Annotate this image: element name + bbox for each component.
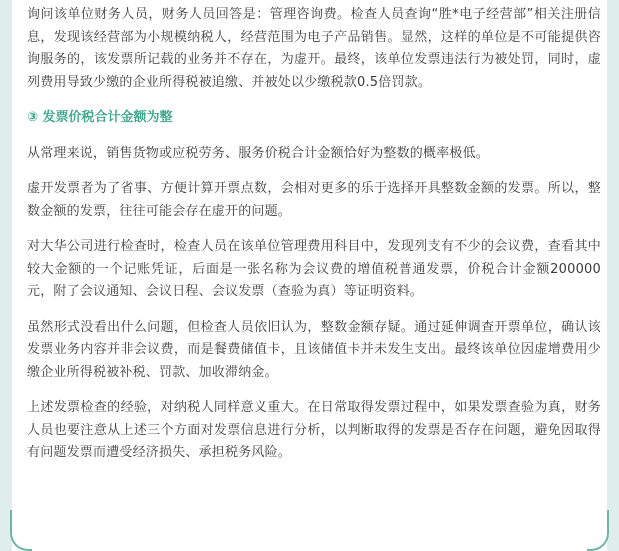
right-decorative-bar xyxy=(607,0,619,551)
left-decorative-bar xyxy=(0,0,12,551)
left-border-curl xyxy=(10,510,32,551)
paragraph-dahua-case: 对大华公司进行检查时，检查人员在该单位管理费用科目中，发现列支有不少的会议费，查看其中较大金额的一个记账凭证，后面是一张名称为会议费的增值税普通发票，价税合计金额200000元，附了会议通知、会议日程、会议发票（查验为真）等证明资料。 xyxy=(27,239,601,299)
paragraph-consulting-fee-case: 询问该单位财务人员，财务人员回答是：管理咨询费。检查人员查询“胜*电子经营部”相关注册信息，发现该经营部为小规模纳税人，经营范围为电子产品销售。显然，这样的单位是不可能提供咨询服务的，该发票所记载的业务并不存在，为虚开。最终，该单位发票违法行为被处罚，同时，虚列费用导致少缴的企业所得税被追缴、并被处以少缴税款0.5倍罚款。 xyxy=(27,7,601,90)
right-border-curl xyxy=(587,510,609,551)
paragraph-investigation-result: 虽然形式没看出什么问题，但检查人员依旧认为，整数金额存疑。通过延伸调查开票单位，确认该发票业务内容并非会议费，而是餐费储值卡，且该储值卡并未发生支出。最终该单位因虚增费用少缴企业所得税被补税、罚款、加收滞纳金。 xyxy=(27,319,601,380)
article-body xyxy=(27,4,601,478)
paragraph-round-amount-reason: 虚开发票者为了省事、方便计算开票点数，会相对更多的乐于选择开具整数金额的发票。所以，整数金额的发票，往往可能会存在虚开的问题。 xyxy=(27,181,601,219)
section-heading-round-amount: ③ 发票价税合计金额为整 xyxy=(27,110,173,125)
paragraph-probability: 从常理来说，销售货物或应税劳务、服务价税合计金额恰好为整数的概率极低。 xyxy=(27,145,490,161)
paragraph-taxpayer-advice: 上述发票检查的经验，对纳税人同样意义重大。在日常取得发票过程中，如果发票查验为真，财务人员也要注意从上述三个方面对发票信息进行分析，以判断取得的发票是否存在问题，避免因取得有问题发票而遭受经济损失、承担税务风险。 xyxy=(27,400,601,460)
